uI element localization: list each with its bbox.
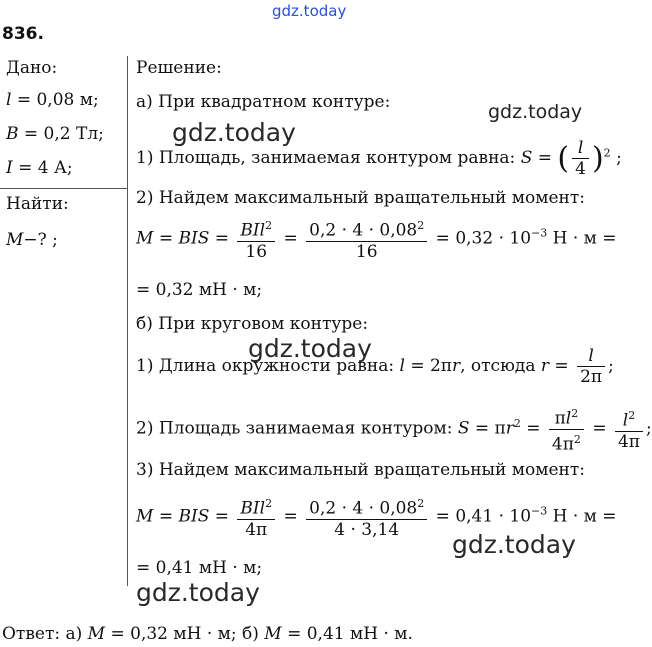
solution-b3: 3) Найдем максимальный вращательный момент:	[136, 460, 585, 480]
watermark-4: gdz.today	[136, 578, 260, 607]
given-I: 𝐼 = 4 А;	[6, 158, 73, 178]
solution-b2-text: 2) Площадь занимаемая контуром:	[136, 418, 453, 439]
solution-b1-mid: , отсюда	[460, 356, 536, 376]
solution-b1-text: 1) Длина окружности равна:	[136, 356, 395, 376]
solution-b-result: = 0,41 мН · м;	[136, 558, 263, 578]
answer: Ответ: а) 𝑀 = 0,32 мН · м; б) 𝑀 = 0,41 мН · м.	[2, 624, 413, 644]
solution-a1	[136, 138, 622, 179]
solution-b-title: б) При круговом контуре:	[136, 314, 369, 334]
vertical-divider	[127, 56, 128, 586]
given-B: 𝐵 = 0,2 Тл;	[6, 124, 104, 144]
solution-title: Решение:	[136, 58, 222, 78]
given-title: Дано:	[6, 58, 58, 78]
solution-a2: 2) Найдем максимальный вращательный момент:	[136, 188, 585, 208]
watermark-small: gdz.today	[488, 101, 583, 123]
solution-b2: 2) Площадь занимаемая контуром: $S = \pi r^2$ = $\frac{\pi l^2}{4\pi^2}$ = $\frac{l^2}{4\pi}$ ;	[136, 404, 652, 454]
watermark-1: gdz.today	[172, 118, 296, 147]
solution-a1-text: 1) Площадь, занимаемая контуром равна:	[136, 148, 516, 168]
find-title: Найти:	[6, 194, 69, 214]
formula-square-moment: M = BIS = $\frac{BIl^2}{16}$ = $\frac{0,2 \cdot 4 \cdot 0,08^2}{16}$ = $0,32 \cdot 10^{-3}$ Н · м =	[136, 216, 617, 262]
solution-a-title: а) При квадратном контуре:	[136, 92, 391, 112]
given-l: 𝑙 = 0,08 м;	[6, 90, 99, 110]
solution-b1: 1) Длина окружности равна: l = 2πr, отсюда r = $\frac{l}{2\pi}$ ;	[136, 346, 614, 387]
problem-number: 836.	[2, 24, 44, 44]
horizontal-divider	[0, 188, 128, 189]
formula-square-area: S = ( $\frac{l}{4}$ )$^2$ ;	[520, 138, 622, 179]
find-M: 𝑀−? ;	[6, 230, 58, 250]
watermark-3: gdz.today	[452, 530, 576, 559]
solution-a-result: = 0,32 мН · м;	[136, 280, 263, 300]
formula-circle-moment: M = BIS = $\frac{BIl^2}{4\pi}$ = $\frac{0,2 \cdot 4 \cdot 0,08^2}{4 \cdot 3,14}$ = $0,41 \cdot 10^{-3}$ Н · м =	[136, 494, 617, 540]
watermark-top: gdz.today	[272, 2, 347, 20]
watermark-2: gdz.today	[248, 334, 372, 363]
